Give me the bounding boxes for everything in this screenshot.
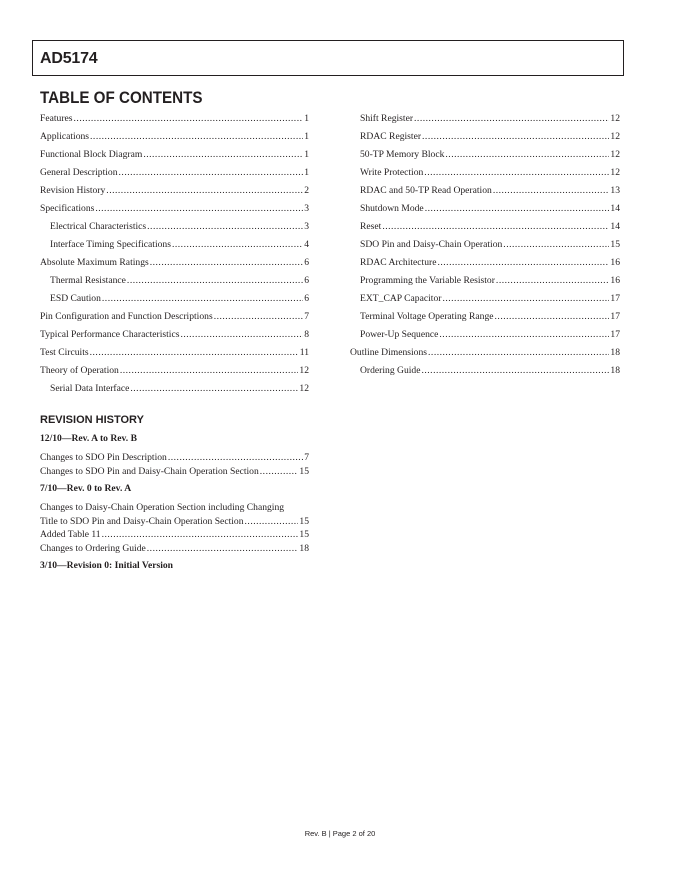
toc-entry-page: 18 (610, 365, 620, 376)
toc-entry-label: Thermal Resistance (50, 275, 126, 286)
toc-entry-label: Interface Timing Specifications (50, 239, 171, 250)
dot-leader (414, 110, 609, 128)
toc-entry-page: 6 (304, 275, 309, 286)
dot-leader (147, 542, 299, 556)
toc-entry[interactable] (350, 254, 620, 272)
toc-entry-label: Programming the Variable Resistor (360, 275, 495, 286)
toc-entry-label: Power-Up Sequence (360, 329, 439, 340)
toc-title: TABLE OF CONTENTS (40, 89, 203, 107)
toc-entry-page: 17 (610, 311, 620, 322)
toc-entry-label: SDO Pin and Daisy-Chain Operation (360, 239, 503, 250)
revision-heading: 3/10—Revision 0: Initial Version (40, 560, 173, 571)
dot-leader (74, 110, 304, 128)
toc-entry-page: 8 (304, 329, 309, 340)
toc-entry-page: 1 (304, 131, 309, 142)
toc-entry-page: 1 (304, 167, 309, 178)
toc-entry-page: 3 (304, 203, 309, 214)
revision-group (40, 559, 309, 573)
toc-entry-page: 14 (610, 203, 620, 214)
toc-entry-page: 17 (610, 329, 620, 340)
dot-leader (245, 515, 299, 529)
toc-entry-page: 1 (304, 113, 309, 124)
dot-leader (496, 272, 609, 290)
toc-entry[interactable] (40, 254, 309, 272)
toc-entry[interactable] (40, 272, 309, 290)
dot-leader (180, 326, 303, 344)
dot-leader (214, 308, 304, 326)
toc-entry[interactable] (40, 146, 309, 164)
toc-entry[interactable] (40, 218, 309, 236)
dot-leader (130, 380, 298, 398)
toc-entry[interactable] (350, 344, 620, 362)
toc-entry-label: Shift Register (360, 113, 414, 124)
dot-leader (439, 326, 609, 344)
dot-leader (382, 218, 609, 236)
revision-line-page: 15 (299, 529, 309, 540)
toc-entry-label: ESD Caution (50, 293, 101, 304)
toc-entry-label: Absolute Maximum Ratings (40, 257, 149, 268)
toc-left-column (40, 110, 309, 398)
toc-entry-page: 1 (304, 149, 309, 160)
revision-group (40, 482, 309, 555)
revision-line-label: Changes to SDO Pin and Daisy-Chain Operation Section (40, 465, 259, 477)
dot-leader (493, 182, 610, 200)
toc-entry[interactable] (350, 236, 620, 254)
toc-entry[interactable] (40, 326, 309, 344)
dot-leader (119, 164, 304, 182)
toc-entry-page: 6 (304, 257, 309, 268)
revision-line (40, 528, 309, 542)
toc-entry-label: Revision History (40, 185, 106, 196)
toc-entry[interactable] (350, 128, 620, 146)
toc-entry[interactable] (350, 200, 620, 218)
toc-entry-label: Electrical Characteristics (50, 221, 147, 232)
dot-leader (120, 362, 299, 380)
dot-leader (150, 254, 303, 272)
revision-history-title: REVISION HISTORY (40, 414, 144, 426)
toc-entry-page: 12 (610, 167, 620, 178)
dot-leader (143, 146, 303, 164)
part-number: AD5174 (40, 50, 98, 67)
revision-heading: 12/10—Rev. A to Rev. B (40, 433, 138, 444)
toc-entry-page: 15 (610, 239, 620, 250)
toc-entry[interactable] (40, 164, 309, 182)
toc-entry-label: EXT_CAP Capacitor (360, 293, 442, 304)
toc-entry-label: RDAC Register (360, 131, 422, 142)
toc-entry[interactable] (40, 290, 309, 308)
toc-entry[interactable] (40, 110, 309, 128)
toc-entry[interactable] (350, 164, 620, 182)
dot-leader (425, 200, 610, 218)
revision-line (40, 515, 309, 529)
toc-entry-label: Write Protection (360, 167, 424, 178)
dot-leader (172, 236, 303, 254)
toc-entry-page: 16 (610, 257, 620, 268)
dot-leader (421, 362, 609, 380)
toc-entry[interactable] (40, 344, 309, 362)
dot-leader (422, 128, 609, 146)
toc-entry-page: 14 (610, 221, 620, 232)
toc-entry-page: 6 (304, 293, 309, 304)
dot-leader (127, 272, 303, 290)
toc-entry[interactable] (350, 272, 620, 290)
dot-leader (260, 465, 299, 479)
toc-entry-page: 12 (610, 113, 620, 124)
toc-entry-label: Reset (360, 221, 382, 232)
toc-entry[interactable] (350, 110, 620, 128)
revision-line-page: 7 (304, 452, 309, 463)
dot-leader (168, 451, 303, 465)
toc-entry-label: Terminal Voltage Operating Range (360, 311, 494, 322)
toc-right-column (350, 110, 620, 380)
toc-entry[interactable] (40, 200, 309, 218)
header-box (32, 40, 624, 76)
toc-entry-page: 16 (610, 275, 620, 286)
toc-entry-page: 18 (610, 347, 620, 358)
toc-entry-label: RDAC Architecture (360, 257, 437, 268)
toc-entry[interactable] (40, 308, 309, 326)
toc-entry[interactable] (350, 146, 620, 164)
dot-leader (424, 164, 609, 182)
toc-entry-page: 12 (610, 149, 620, 160)
toc-entry[interactable] (350, 218, 620, 236)
toc-entry-page: 11 (299, 347, 309, 358)
toc-entry-label: Ordering Guide (360, 365, 421, 376)
toc-entry-label: 50-TP Memory Block (360, 149, 445, 160)
dot-leader (102, 528, 299, 542)
toc-entry-label: Functional Block Diagram (40, 149, 143, 160)
toc-entry-page: 13 (610, 185, 620, 196)
revision-group (40, 432, 309, 478)
revision-line-label: Changes to Ordering Guide (40, 542, 146, 554)
toc-entry[interactable] (350, 362, 620, 380)
toc-entry-label: Specifications (40, 203, 95, 214)
dot-leader (90, 344, 299, 362)
toc-entry[interactable] (40, 128, 309, 146)
dot-leader (90, 128, 303, 146)
revision-line (40, 451, 309, 465)
dot-leader (437, 254, 609, 272)
dot-leader (102, 290, 303, 308)
toc-entry[interactable] (40, 236, 309, 254)
dot-leader (495, 308, 610, 326)
toc-entry-label: RDAC and 50-TP Read Operation (360, 185, 492, 196)
toc-entry-page: 12 (299, 383, 309, 394)
dot-leader (106, 182, 303, 200)
revision-line-label: Changes to SDO Pin Description (40, 452, 167, 463)
dot-leader (503, 236, 609, 254)
revision-heading: 7/10—Rev. 0 to Rev. A (40, 483, 132, 494)
revision-line (40, 542, 309, 556)
revision-line-label: Title to SDO Pin and Daisy-Chain Operation Section (40, 515, 244, 527)
toc-entry[interactable] (350, 182, 620, 200)
revision-line-page: 18 (299, 542, 309, 554)
toc-entry-label: General Description (40, 167, 118, 178)
toc-entry[interactable] (40, 362, 309, 380)
revision-line-label: Added Table 11 (40, 529, 101, 540)
toc-entry-label: Outline Dimensions (350, 347, 428, 358)
revision-line-page: 15 (299, 465, 309, 477)
toc-entry-label: Features (40, 113, 73, 124)
toc-entry-label: Shutdown Mode (360, 203, 424, 214)
toc-entry[interactable] (350, 290, 620, 308)
toc-entry-page: 17 (610, 293, 620, 304)
page-footer: Rev. B | Page 2 of 20 (304, 829, 376, 838)
dot-leader (147, 218, 303, 236)
toc-entry-label: Pin Configuration and Function Descriptions (40, 311, 213, 322)
toc-entry-label: Theory of Operation (40, 365, 119, 376)
dot-leader (428, 344, 609, 362)
toc-entry-page: 12 (299, 365, 309, 376)
toc-entry-page: 7 (304, 311, 309, 322)
toc-entry-label: Test Circuits (40, 347, 89, 358)
revision-history (40, 432, 309, 578)
toc-entry-label: Typical Performance Characteristics (40, 329, 180, 340)
toc-entry[interactable] (40, 182, 309, 200)
toc-entry[interactable] (350, 308, 620, 326)
toc-entry-page: 4 (304, 239, 309, 250)
toc-entry-page: 12 (610, 131, 620, 142)
toc-entry-label: Serial Data Interface (50, 383, 130, 394)
revision-line-page: 15 (299, 515, 309, 527)
toc-entry-page: 3 (304, 221, 309, 232)
dot-leader (442, 290, 609, 308)
revision-line (40, 465, 309, 479)
dot-leader (95, 200, 303, 218)
toc-entry-page: 2 (304, 185, 309, 196)
toc-entry[interactable] (40, 380, 309, 398)
toc-entry-label: Applications (40, 131, 90, 142)
dot-leader (445, 146, 609, 164)
toc-entry[interactable] (350, 326, 620, 344)
revision-line: Changes to Daisy-Chain Operation Section including Changing (40, 502, 285, 513)
